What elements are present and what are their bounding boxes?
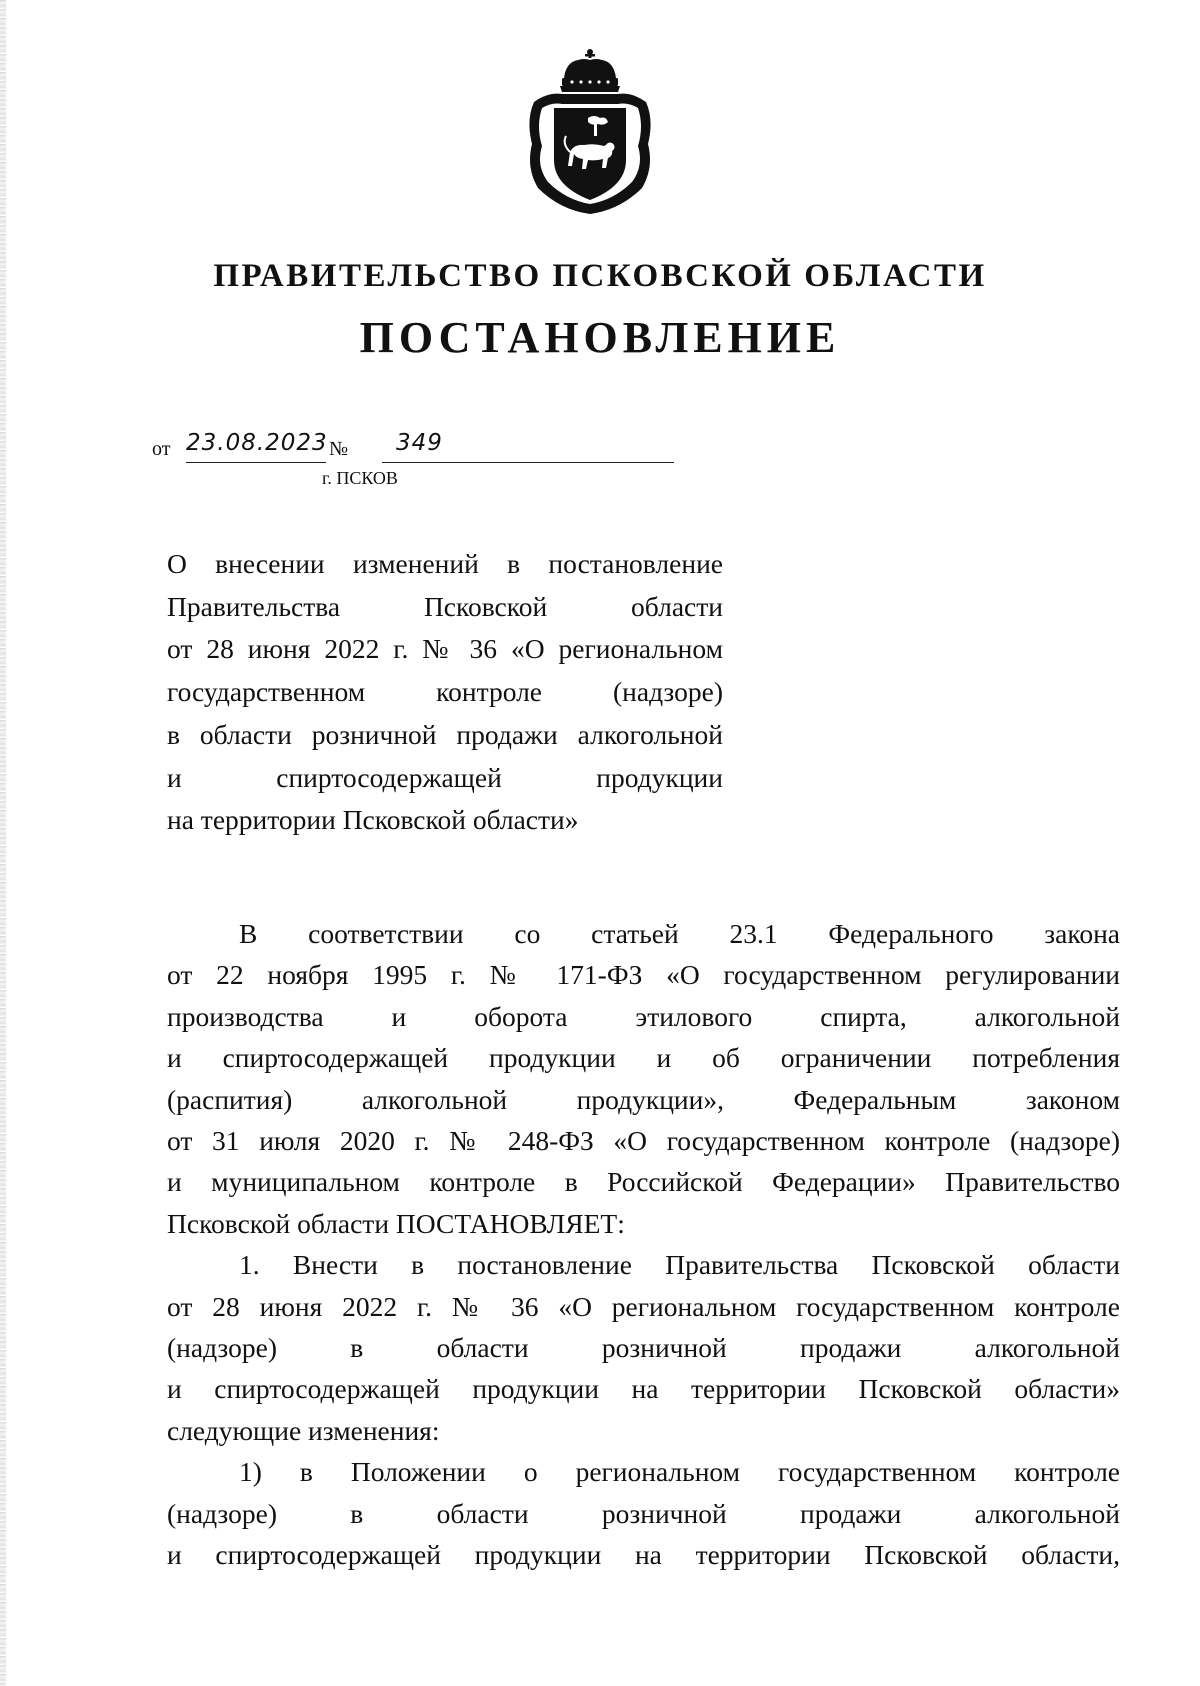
body-line: (надзоре) в области розничной продажи алкогольной (167, 1332, 1120, 1364)
subject-line: от 28 июня 2022 г. № 36 «О региональном (167, 633, 723, 665)
body-line: от 28 июня 2022 г. № 36 «О региональном государственном контроле (167, 1290, 1120, 1322)
body-line: и спиртосодержащей продукции на территории Псковской области» (167, 1373, 1120, 1405)
document-date: 23.08.2023 (186, 430, 328, 456)
body-line: следующие изменения: (167, 1414, 440, 1446)
document-body (167, 913, 1120, 1576)
document-number: 349 (396, 430, 443, 456)
subject-line: в области розничной продажи алкогольной (167, 718, 723, 750)
date-label: от (152, 438, 171, 460)
subject-line: на территории Псковской области» (167, 804, 579, 836)
subject-line: О внесении изменений в постановление (167, 548, 723, 579)
body-line: и спиртосодержащей продукции и об ограничении потребления (167, 1042, 1120, 1074)
document-subject (167, 543, 723, 842)
number-underline (382, 462, 674, 463)
body-line: от 31 июля 2020 г. № 248-ФЗ «О государственном контроле (надзоре) (167, 1125, 1120, 1157)
subject-line: Правительства Псковской области (167, 590, 723, 622)
date-underline (186, 462, 326, 463)
registration-line (152, 432, 532, 468)
body-line: (надзоре) в области розничной продажи алкогольной (167, 1497, 1120, 1529)
body-line: и спиртосодержащей продукции на территории Псковской области, (167, 1539, 1120, 1571)
coat-of-arms-icon (520, 48, 660, 216)
body-line: 1) в Положении о региональном государственном контроле (239, 1456, 1120, 1488)
body-line: В соответствии со статьей 23.1 Федерального закона (239, 918, 1120, 949)
body-line: производства и оборота этилового спирта, алкогольной (167, 1000, 1120, 1032)
number-label: № (329, 438, 349, 460)
subject-line: и спиртосодержащей продукции (167, 761, 723, 793)
subject-line: государственном контроле (надзоре) (167, 676, 723, 708)
city-name: г. ПСКОВ (322, 468, 398, 488)
body-line: 1. Внести в постановление Правительства Псковской области (239, 1249, 1120, 1281)
body-line: Псковской области ПОСТАНОВЛЯЕТ: (167, 1207, 625, 1239)
body-line: и муниципальном контроле в Российской Федерации» Правительство (167, 1166, 1120, 1198)
body-line: (распития) алкогольной продукции», Федеральным законом (167, 1083, 1120, 1115)
document-type-title: ПОСТАНОВЛЕНИЕ (359, 313, 841, 362)
scan-edge (0, 0, 6, 1686)
body-line: от 22 ноября 1995 г. № 171-ФЗ «О государственном регулировании (167, 959, 1120, 991)
organization-title: ПРАВИТЕЛЬСТВО ПСКОВСКОЙ ОБЛАСТИ (213, 258, 987, 294)
